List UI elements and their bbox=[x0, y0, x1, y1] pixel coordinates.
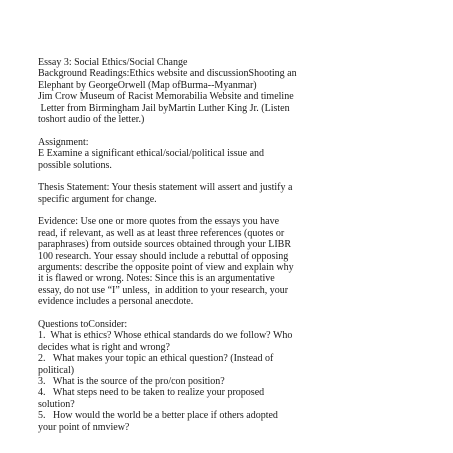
assignment-text-line: possible solutions. bbox=[38, 159, 112, 171]
paragraph-gap bbox=[38, 205, 433, 216]
evidence-text-line: Evidence: Use one or more quotes from the essays you have bbox=[38, 216, 280, 228]
question-line: solution? bbox=[38, 398, 75, 410]
thesis-text-line: Thesis Statement: Your thesis statement will assert and justify a bbox=[38, 182, 293, 194]
paragraph-gap bbox=[38, 171, 433, 182]
evidence-text-line: 100 research. Your essay should include a rebuttal of opposing bbox=[38, 250, 289, 262]
question-line: 2. What makes your topic an ethical question? (Instead of bbox=[38, 353, 274, 365]
assignment-section bbox=[38, 137, 433, 171]
question-line: political) bbox=[38, 364, 75, 376]
background-readings-line: Jim Crow Museum of Racist Memorabilia Website and timeline bbox=[38, 91, 294, 103]
evidence-text-line: read, if relevant, as well as at least three references (quotes or bbox=[38, 227, 285, 239]
question-line: 5. How would the world be a better place if others adopted bbox=[38, 410, 278, 422]
evidence-text-line: evidence includes a personal anecdote. bbox=[38, 296, 194, 308]
questions-heading: Questions toConsider: bbox=[38, 318, 128, 330]
question-line: 1. What is ethics? Whose ethical standards do we follow? Who bbox=[38, 330, 293, 342]
paragraph-gap bbox=[38, 308, 433, 319]
essay-title: Essay 3: Social Ethics/Social Change bbox=[38, 57, 188, 68]
paragraph-gap bbox=[38, 125, 433, 136]
evidence-section bbox=[38, 216, 433, 307]
background-readings-line: Elephant by GeorgeOrwell (Map ofBurma--Myanmar) bbox=[38, 79, 257, 91]
assignment-text-line: E Examine a significant ethical/social/political issue and bbox=[38, 148, 265, 160]
thesis-text-line: specific argument for change. bbox=[38, 193, 157, 205]
evidence-text-line: it is flawed or wrong. Notes: Since this is an argumentative bbox=[38, 273, 275, 285]
evidence-text-line: essay, do not use “I” unless, in addition to your research, your bbox=[38, 284, 289, 296]
background-readings-line: Background Readings:Ethics website and discussionShooting an bbox=[38, 68, 297, 80]
evidence-text-line: arguments: describe the opposite point of view and explain why bbox=[38, 262, 294, 274]
questions-section bbox=[38, 319, 433, 433]
header-section bbox=[38, 57, 433, 125]
question-line: 3. What is the source of the pro/con position? bbox=[38, 375, 225, 387]
question-line: your point of nmview? bbox=[38, 421, 130, 433]
question-line: 4. What steps need to be taken to realize your proposed bbox=[38, 387, 265, 399]
background-readings-line: toshort audio of the letter.) bbox=[38, 113, 145, 125]
background-readings-line: Letter from Birmingham Jail byMartin Luther King Jr. (Listen bbox=[38, 102, 290, 114]
evidence-text-line: paraphrases) from outside sources obtained through your LIBR bbox=[38, 239, 291, 251]
assignment-heading: Assignment: bbox=[38, 136, 89, 148]
question-line: decides what is right and wrong? bbox=[38, 341, 170, 353]
thesis-section bbox=[38, 182, 433, 205]
